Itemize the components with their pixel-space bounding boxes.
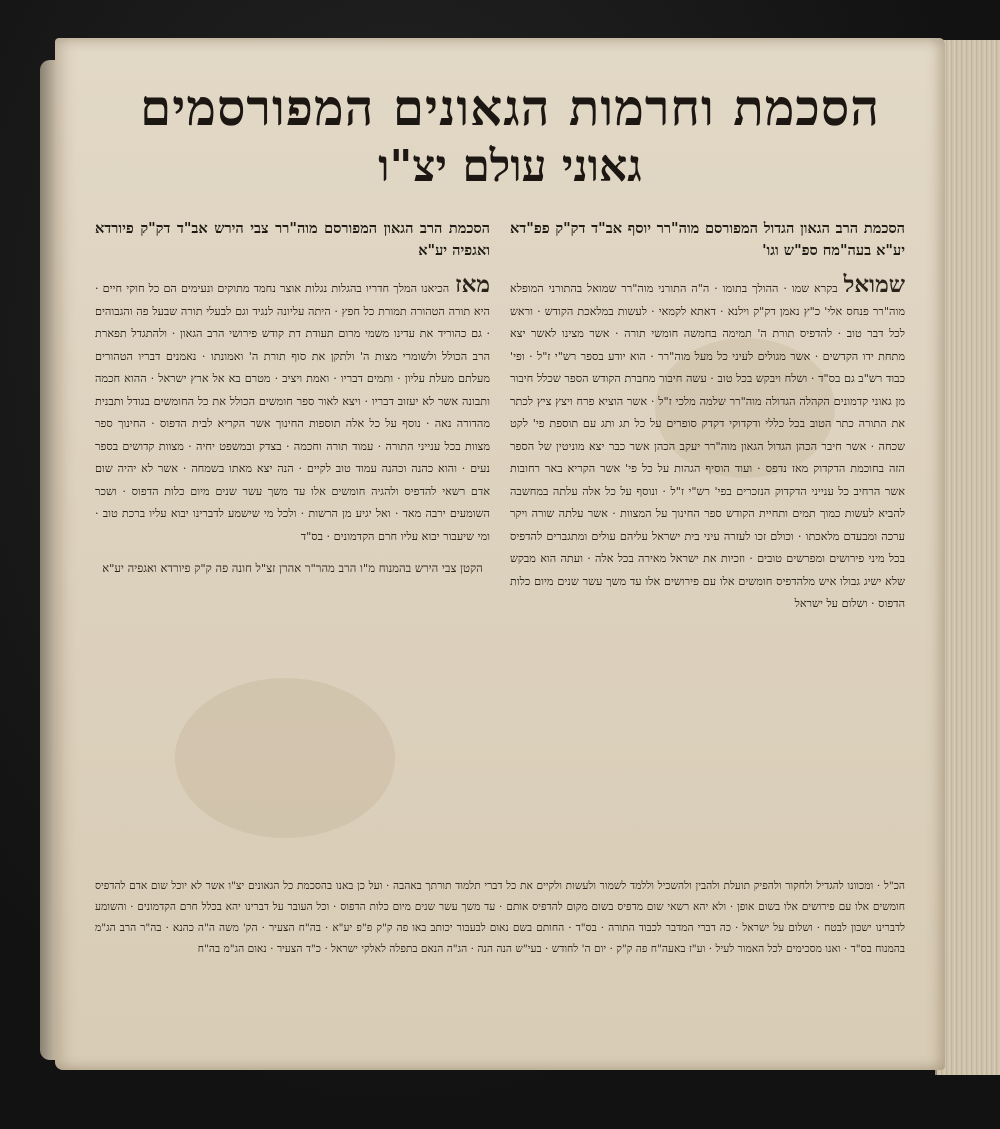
- right-column-lead-word: שמואל: [843, 271, 905, 298]
- left-column-signature: הקטן צבי הירש בהמנוח מ"ו הרב מהר"ר אהרן זצ"ל חונה פה ק"ק פיורדא ואגפיה יע"א: [102, 561, 483, 575]
- page-subtitle: גאוני עולם יצ"ו: [378, 141, 642, 192]
- footer-paragraph: הכ"ל · ומכוונו להגדיל ולחקור ולהפיק תועלת ולהבין ולהשכיל וללמד לשמור ולעשות ולקיים את כל דברי תלמוד תורתך באהבה · ועל כן באנו בהסכמת כל הגאונים יצ"ו אשר לא יוכל שום אדם להדפיס חומשים אלו עם פירושים אלו בשום אופן · ולא יהא רשאי שום מדפיס בשום מקום להדפיס אותם · עד משך עשר שנים מיום כלות הדפוס · וכל העובר על דברינו יהא בכלל חרם הקדמונים · והשומע לדברינו ישכון לבטח · ושלום על ישראל · כה דברי המדבר לכבוד התורה · בס"ד · החותם בשם נאום לבעבור יכותב באו פה ק"ק פ"פ יע"א · בה"ח הצעיר · הק' משה ה"ה כהנא · בה"ר הרב הג"מ בהמנוח בס"ד · ואנו מסכימים לכל האמור לעיל · וע"ז באעה"ח פה ק"ק · יום ה' לחודש · בעי"ש הנה הנה · הג"ה הנאם בתפלה לאלקי ישראל · כ"ד הצעיר · נאום הג"מ בה"ח: [95, 880, 905, 955]
- left-column-heading: הסכמת הרב הגאון המפורסם מוה"רר צבי הירש אב"ד דק"ק פיורדא ואגפיה יע"א: [95, 220, 490, 259]
- left-column-text: הכיאנו המלך חדריו בהגלות נגלות אוצר נחמד מתוקים ונעימים הם כל חוקי חיים · היא תורה הטהורה תמורת כל חפץ · היתה עליונה לנגיד וגם לבעלי תורה שבעל פה והגבוהים · גם כהוריד את עדינו משמי מרום תעודת דת קודש פירושי הרב הגאון · ולהתגדל תפארת הרב הכולל ולשומרי מצות ה' ולתקן את סוף תורת ה' ואמונתו · נאמנים דבריו הטהורים מעלתם מעלת עליון · ותמים דבריו · ואמת ויציב · מטרם בא אל ארץ ישראל · ההוא חכמה ותבונה אשר לא יעזוב דבריו · ויצא לאור ספר חומשים הכולל את כל החומשים בגודל ותבנית מהדורה נאה · נוסף על כל אלה תוספות החינוך אשר הקריא לבית הדפוס · החינוך ספר מצוות בכל ענייני התורה · עמוד תורה וחכמה · בצדק ובמשפט יחיה · מצוות קדושים בספר נעים · והוא כהנה וכהנה עמוד טוב לקיים · הנה יצא מאתו בשמחה · אשר לא יהיה שום אדם רשאי להדפיס ולהגיה חומשים אלו עד משך עשר שנים מיום כלות הדפוס · ושכר השומעים ירבה מאד · ואל יגיע מן הרשות · ולכל מי שישמע לדברינו יבוא עליו ברכת טוב · ומי שיעבור יבוא עליו חרם הקדמונים · בס"ד: [95, 282, 490, 543]
- page-title: הסכמת וחרמות הגאונים המפורסמים: [140, 78, 880, 137]
- left-column-body: [95, 271, 490, 548]
- right-column-body: [510, 271, 905, 616]
- right-column-heading: הסכמת הרב הגאון הגדול המפורסם מוה"רר יוסף אב"ד דק"ק פפ"דא יע"א בעה"מח ספ"ש וגו': [510, 220, 905, 259]
- right-column-text: בקרא שמו · ההולך בתומו · ה"ה התורני מוה"רר שמואל בהתורני המופלא מוה"רר פנחס אלי' כ"ץ נאמן דק"ק וילנא · דאתא לקמאי · לעשות במלאכת הקודש · וראש לכל דבר טוב · להדפיס תורת ה' תמימה בחמשה חומשי תורה · אשר מצינו לאשר יצא מתחת ידו הקדשים · אשר מגולים לעיני כל מעל מוה"רר · הוא יודע בספר רש"י ז"ל · ופי' כבוד רש"ב גם בס"ד · ושלח ויבקש בכל טוב · עשה חיבור מחברת הקודש הספר שכלל חיבור מן גאוני קדמונים הקהלה הגדולה מוה"רר שלמה מלכי ז"ל · אשר הוציא פרח ויצץ ציץ לכתר את התורה כתר הטוב בכל כללי ודקדוקי דקדק סופרים על כל תג ותג עם תוספת פי' לקט שכחה · אשר חיבר הכהן הגדול הגאון מוה"רר יעקב הכהן אשר כבר יצא מוניטין של הספר הזה בחוכמת הדקדוק מאז נדפס · ועוד הוסיף הגהות על כל פי' אשר הקריא באר רחובות אשר הרחיב כל ענייני הדקדוק הנזכרים בפי' רש"י ז"ל · ונוסף על כל אלה עלתה במחשבה להביא לעשות כמוך תמים ותחיית הקודש ספר החינוך על המצוות · אשר עלתה שורה ויקר ערכה ומבעדם מלאכתו · וכולם זכו לעזרה עיני בית ישראל עליהם עולים ומתגברים להדפיס בכל מיני פירושים ומפרשים טובים · וזכיות את ישראל מאירה בכל אלה · ועתה הוא מבקש שלא ישיג גבולו איש מלהדפיס חומשים אלו עם פירושים אלו עד משך עשר שנים מיום כלות הדפוס · ושלום על ישראל: [510, 282, 905, 610]
- book-page: [55, 38, 945, 1070]
- left-column-lead-word: מאז: [455, 271, 490, 298]
